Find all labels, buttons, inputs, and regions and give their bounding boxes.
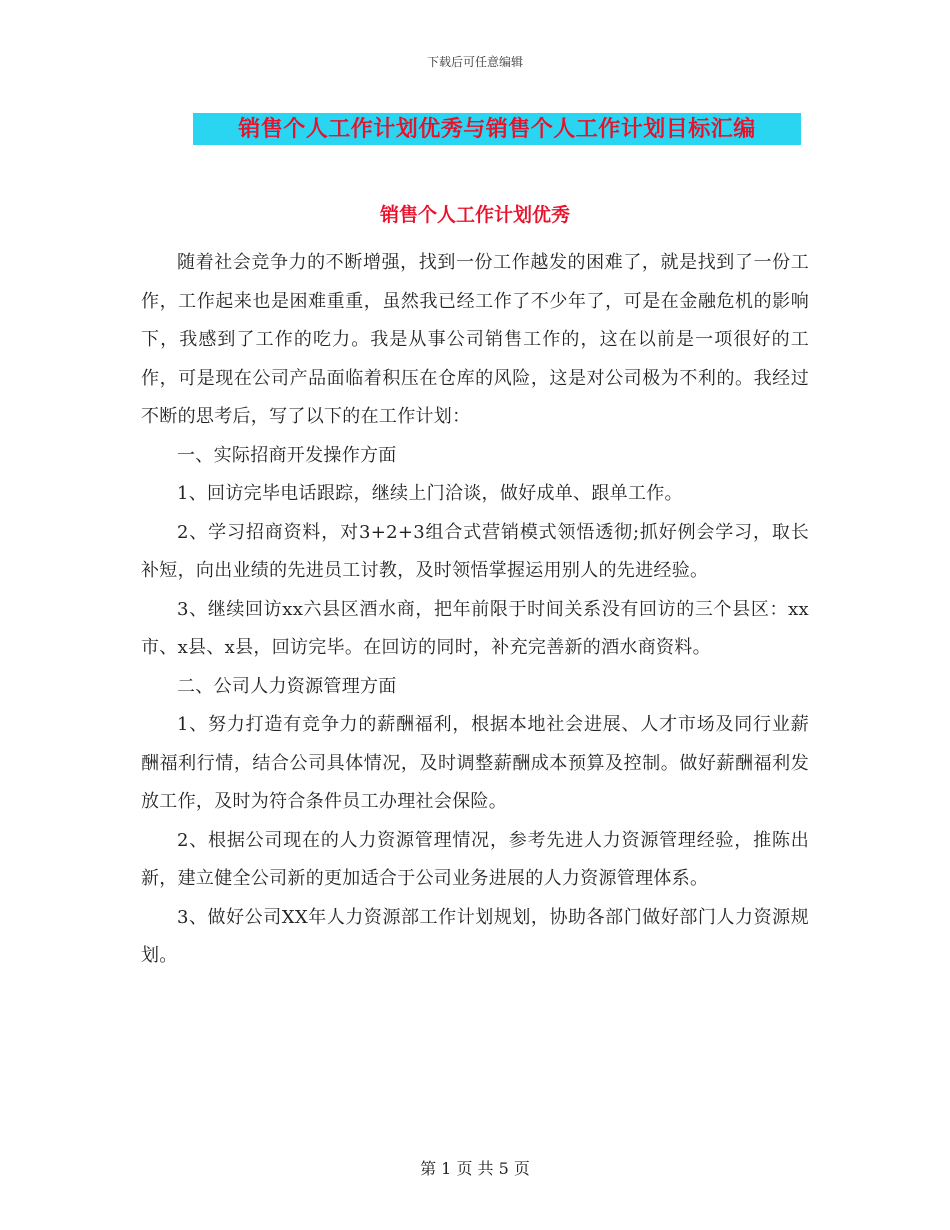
list-item: 1、努力打造有竞争力的薪酬福利，根据本地社会进展、人才市场及同行业薪酬福利行情，结合公司具体情况，及时调整薪酬成本预算及控制。做好薪酬福利发放工作，及时为符合条件员工办理社会保险。 <box>141 714 809 812</box>
document-title: 销售个人工作计划优秀与销售个人工作计划目标汇编 <box>238 116 756 142</box>
page-number: 第 1 页 共 5 页 <box>420 1159 530 1178</box>
list-item: 3、继续回访xx六县区酒水商，把年前限于时间关系没有回访的三个县区：xx市、x县、x县，回访完毕。在回访的同时，补充完善新的酒水商资料。 <box>141 598 809 658</box>
list-item: 2、根据公司现在的人力资源管理情况，参考先进人力资源管理经验，推陈出新，建立健全公司新的更加适合于公司业务进展的人力资源管理体系。 <box>141 829 809 889</box>
title-highlight <box>193 113 801 145</box>
list-item: 3、做好公司XX年人力资源部工作计划规划，协助各部门做好部门人力资源规划。 <box>141 906 809 966</box>
intro-paragraph: 随着社会竞争力的不断增强，找到一份工作越发的困难了，就是找到了一份工作，工作起来也是困难重重，虽然我已经工作了不少年了，可是在金融危机的影响下，我感到了工作的吃力。我是从事公司销售工作的，这在以前是一项很好的工作，可是现在公司产品面临着积压在仓库的风险，这是对公司极为不利的。我经过不断的思考后，写了以下的在工作计划： <box>141 252 809 427</box>
section-heading-1: 一、实际招商开发操作方面 <box>177 444 397 466</box>
list-item: 2、学习招商资料，对3+2+3组合式营销模式领悟透彻;抓好例会学习，取长补短，向出业绩的先进员工讨教，及时领悟掌握运用别人的先进经验。 <box>141 521 809 581</box>
page-header-note: 下载后可任意编辑 <box>426 55 523 69</box>
document-body <box>141 244 809 976</box>
section-heading-2: 二、公司人力资源管理方面 <box>177 675 397 697</box>
section-title: 销售个人工作计划优秀 <box>379 204 570 226</box>
list-item: 1、回访完毕电话跟踪，继续上门洽谈，做好成单、跟单工作。 <box>177 483 683 504</box>
